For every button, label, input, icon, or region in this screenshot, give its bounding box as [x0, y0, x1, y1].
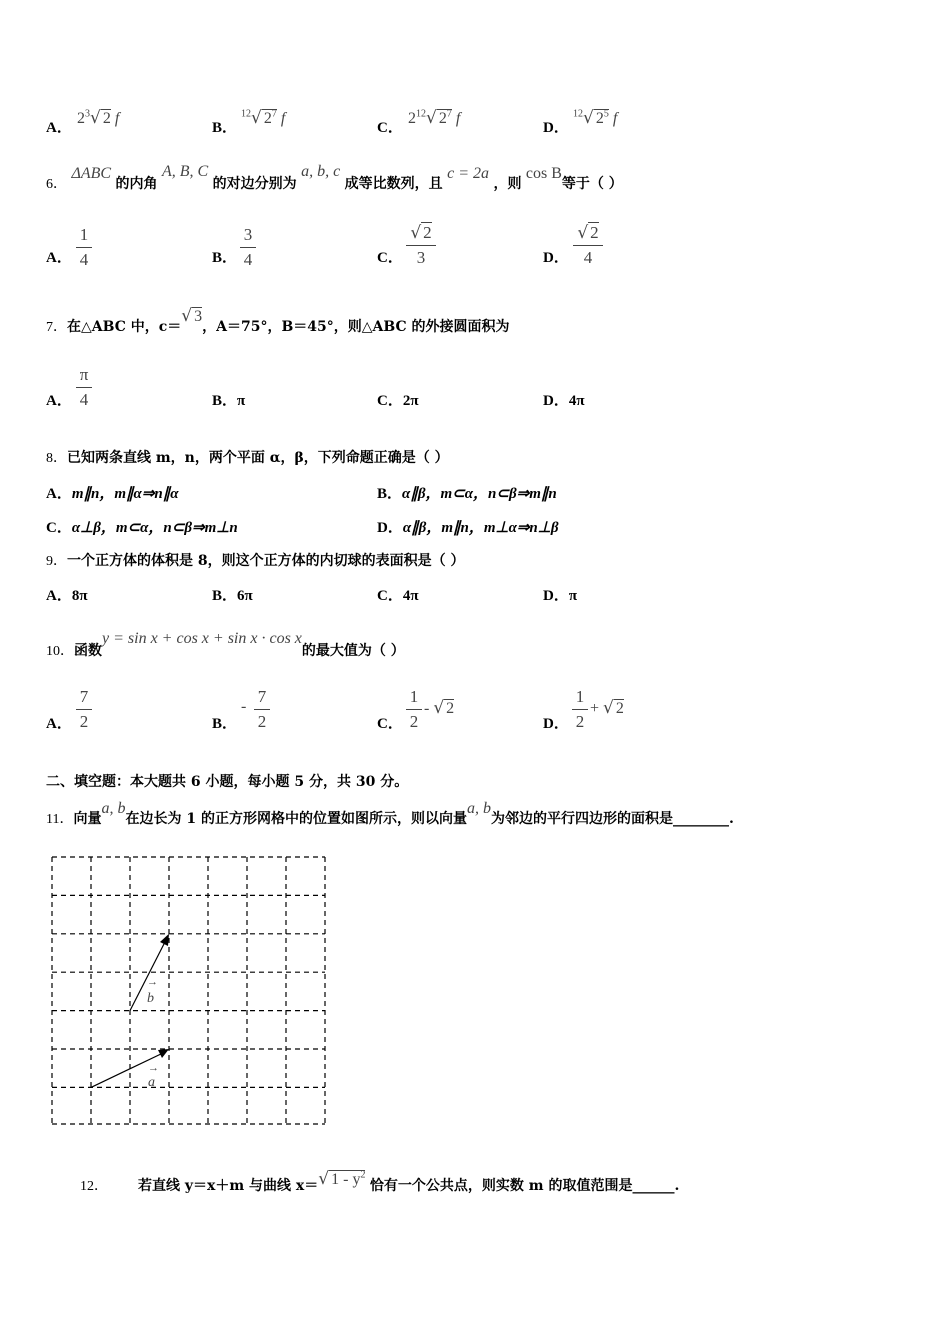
q6-option-d-label: D． — [543, 250, 569, 266]
q5-option-b-label: B． — [212, 120, 238, 136]
q10-option-c-rest: - √ 2 — [424, 698, 455, 718]
q5-option-a-expr: $2^3√$ 2 f — [77, 108, 120, 128]
q9-stem: 9．一个正方体的体积是 8，则这个正方体的内切球的表面积是（ ） — [46, 553, 465, 569]
q5-option-c-label: C． — [377, 120, 403, 136]
section-2-title: 二、填空题：本大题共 6 小题，每小题 5 分，共 30 分。 — [46, 774, 409, 790]
q8-option-a: A．m∥n，m∥α⇒n∥α — [46, 486, 179, 502]
q7-option-c: C．2π — [377, 393, 419, 409]
q8-option-b: B．α∥β，m⊂α，n⊂β⇒m∥n — [377, 486, 557, 502]
q6-option-c-fraction: √ 2 3 — [406, 222, 436, 269]
q10-option-a-fraction: 7 2 — [76, 686, 92, 733]
q6-option-a-label: A． — [46, 250, 72, 266]
q10-option-a-label: A． — [46, 716, 72, 732]
q12-stem: 12． 若直线 y＝x＋m 与曲线 x＝√ $1 - y^2$ 恰有一个公共点，则实数 m 的取值范围是______. — [80, 1169, 680, 1194]
q10-option-b-sign: - — [241, 698, 247, 715]
q10-option-c-label: C． — [377, 716, 403, 732]
q7-option-d: D．4π — [543, 393, 585, 409]
vector-a-label: a — [148, 1075, 155, 1090]
q9-option-d: D．π — [543, 588, 578, 604]
q10-option-b-label: B． — [212, 716, 238, 732]
q6-option-d-fraction: √ 2 4 — [573, 222, 603, 269]
vector-grid-figure — [46, 852, 330, 1128]
q5-option-d-expr: $^{12}$√ $2^5$ f — [573, 108, 618, 128]
q9-option-b: B．6π — [212, 588, 253, 604]
q5-option-c-expr: $2^{12}√$ $2^7$ f — [408, 108, 461, 128]
q10-option-c-fraction: 1 2 — [406, 686, 422, 733]
vector-b-arrow: → — [147, 976, 158, 988]
q6-option-b-fraction: 3 4 — [240, 224, 256, 271]
q5-option-d-label: D． — [543, 120, 569, 136]
q9-option-a: A．8π — [46, 588, 88, 604]
q9-option-c: C．4π — [377, 588, 419, 604]
q5-option-b-expr: $^{12}$√ $2^7$ f — [241, 108, 286, 128]
q10-option-d-rest: + √ 2 — [590, 698, 624, 718]
q10-option-d-fraction: 1 2 — [572, 686, 588, 733]
q10-stem: 10．函数y = sin x + cos x + sin x · cos x的最大值为（ ） — [46, 630, 405, 659]
q7-option-b: B．π — [212, 393, 246, 409]
q7-option-a-fraction: π 4 — [76, 364, 92, 411]
vector-b-label: b — [147, 991, 154, 1006]
q8-option-c: C．α⊥β，m⊂α，n⊂β⇒m⊥n — [46, 520, 238, 536]
q5-option-a-label: A． — [46, 120, 72, 136]
q6-stem: 6． ΔABC 的内角 A, B, C 的对边分别为 a, b, c 成等比数列，且 c = 2a ，则 cos B等于（ ） — [46, 163, 623, 192]
q11-stem: 11．向量a, b在边长为 1 的正方形网格中的位置如图所示，则以向量a, b为邻边的平行四边形的面积是________. — [46, 800, 734, 827]
q8-stem: 8．已知两条直线 m，n，两个平面 α，β，下列命题正确是（ ） — [46, 450, 449, 466]
dashed-grid — [52, 857, 325, 1124]
q6-option-a-fraction: 1 4 — [76, 224, 92, 271]
q7-stem: 7．在△ABC 中，c＝√ 3，A＝75°，B＝45°，则△ABC 的外接圆面积为 — [46, 306, 510, 335]
q10-option-b-fraction: 7 2 — [254, 686, 270, 733]
q6-option-c-label: C． — [377, 250, 403, 266]
q6-option-b-label: B． — [212, 250, 238, 266]
vector-a-arrow: → — [148, 1062, 159, 1074]
q8-option-d: D．α∥β，m∥n，m⊥α⇒n⊥β — [377, 520, 559, 536]
q10-option-d-label: D． — [543, 716, 569, 732]
q7-option-a-label: A． — [46, 393, 72, 409]
